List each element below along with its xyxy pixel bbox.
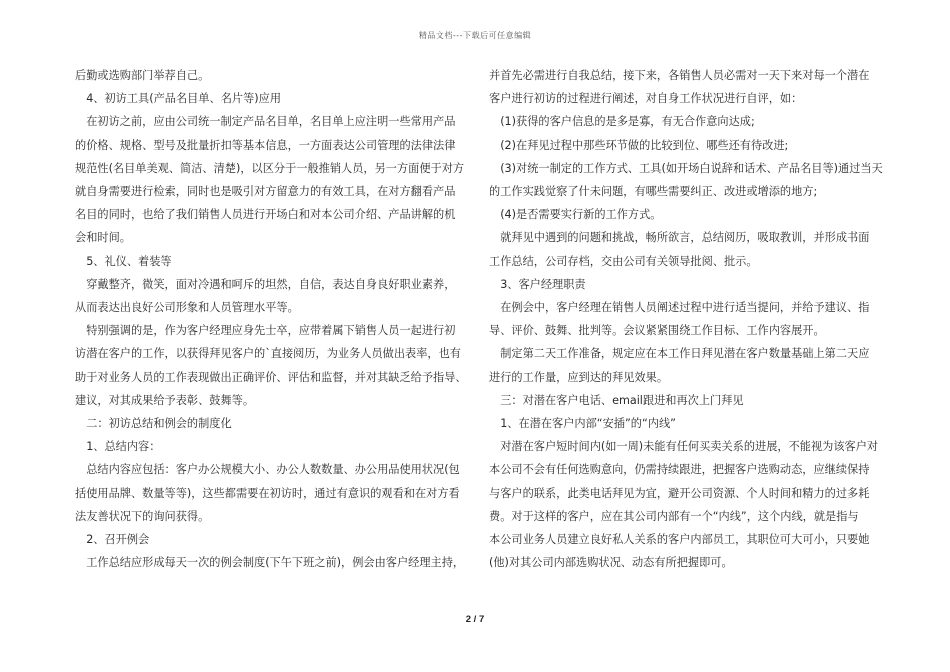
text-line: 制定第二天工作准备，规定应在本工作日拜见潜在客户数量基础上第二天应 [489, 347, 870, 361]
list-item: (2)在拜见过程中那些环节做的比较到位、哪些还有待改进; [489, 138, 789, 152]
text-line: 工作总结应形成每天一次的例会制度(下午下班之前)，例会由客户经理主持， [75, 556, 465, 570]
section-heading: 三：对潜在客户电话、email跟进和再次上门拜见 [489, 393, 744, 407]
text-line: (他)对其公司内部选购状况、动态有所把握即可。 [489, 556, 733, 570]
text-line: 工作总结，公司存档，交由公司有关领导批阅、批示。 [489, 254, 758, 268]
text-line: 导、评价、鼓舞、批判等。会议紧紧围绕工作目标、工作内容展开。 [489, 324, 825, 338]
text-line: 括使用品牌、数量等等)，这些都需要在初访时，通过有意识的观看和在对方看 [75, 486, 460, 500]
text-line: 进行的工作量，应到达的拜见效果。 [489, 370, 669, 384]
text-line: 规范性(名目单美观、简洁、清楚)，以区分于一般推销人员，另一方面便于对方 [75, 161, 465, 175]
text-line: 在初访之前，应由公司统一制定产品名目单，名目单上应注明一些常用产品 [75, 115, 456, 129]
text-line: 与客户的联系，此类电话拜见为宜，避开公司资源、个人时间和精力的过多耗 [489, 486, 870, 500]
text-line: 对潜在客户短时间内(如一周)未能有任何买卖关系的进展，不能视为该客户对 [489, 440, 879, 454]
text-line: 法友善状况下的询问获得。 [75, 509, 210, 523]
right-column [489, 64, 883, 574]
text-line: 会和时间。 [75, 231, 131, 245]
list-item: (4)是否需要实行新的工作方式。 [489, 208, 662, 222]
text-line: 就拜见中遇到的问题和挑战，畅所欲言，总结阅历，吸取教训，并形成书面 [489, 231, 870, 245]
section-heading: 二：初访总结和例会的制度化 [75, 417, 232, 431]
section-heading: 4、初访工具(产品名目单、名片等)应用 [75, 92, 282, 106]
section-heading: 5、礼仪、着装等 [75, 254, 172, 268]
text-line: 名目的同时，也给了我们销售人员进行开场白和对本公司介绍、产品讲解的机 [75, 208, 456, 222]
text-line: 本公司业务人员建立良好私人关系的客户内部员工，其职位可大可小，只要她 [489, 533, 870, 547]
section-heading: 1、在潜在客户内部“安插”的“内线” [489, 417, 676, 431]
text-line: 就自身需要进行检索，同时也是吸引对方留意力的有效工具，在对方翻看产品 [75, 185, 456, 199]
page-number: 2 / 7 [465, 614, 485, 625]
text-line: 费。对于这样的客户，应在其公司内部有一个“内线”，这个内线，就是指与 [489, 509, 859, 523]
section-heading: 3、客户经理职责 [489, 277, 586, 291]
list-item: (1)获得的客户信息的是多是寡，有无合作意向达成; [489, 115, 755, 129]
text-line: 本公司不会有任何选购意向，仍需持续跟进，把握客户选购动态，应继续保持 [489, 463, 870, 477]
text-line: 助于对业务人员的工作表现做出正确评价、评估和监督，并对其缺乏给予指导、 [75, 370, 467, 384]
text-line: 客户进行初访的过程进行阐述，对自身工作状况进行自评，如： [489, 92, 803, 106]
page-header: 精品文档---下载后可任意编辑 [418, 31, 532, 40]
section-heading: 2、召开例会 [75, 533, 150, 547]
text-line: 建议，对其成果给予表彰、鼓舞等。 [75, 393, 255, 407]
text-line: 的工作实践觉察了什未问题，有哪些需要纠正、改进或增添的地方; [489, 185, 818, 199]
left-column [75, 64, 467, 574]
text-line: 的价格、规格、型号及批量折扣等基本信息，一方面表达公司管理的法律法律 [75, 138, 456, 152]
text-line: 并首先必需进行自我总结，接下来，各销售人员必需对一天下来对每一个潜在 [489, 69, 870, 82]
text-line: 在例会中，客户经理在销售人员阐述过程中进行适当提问，并给予建议、指 [489, 301, 870, 315]
text-line: 后勤或选购部门举荐自己。 [75, 69, 210, 82]
text-line: 总结内容应包括：客户办公规模大小、办公人数数量、办公用品使用状况(包 [75, 463, 460, 477]
section-heading: 1、总结内容： [75, 440, 161, 454]
text-line: 从而表达出良好公司形象和人员管理水平等。 [75, 301, 299, 315]
text-line: 访潜在客户的工作，以获得拜见客户的`直接阅历，为业务人员做出表率，也有 [75, 347, 461, 361]
list-item: (3)对统一制定的工作方式、工具(如开场白说辞和话术、产品名目等)通过当天 [489, 161, 883, 175]
text-line: 特别强调的是，作为客户经理应身先士卒，应带着属下销售人员一起进行初 [75, 324, 456, 338]
text-line: 穿戴整齐，微笑，面对冷遇和呵斥的坦然，自信，表达自身良好职业素养， [75, 277, 456, 291]
